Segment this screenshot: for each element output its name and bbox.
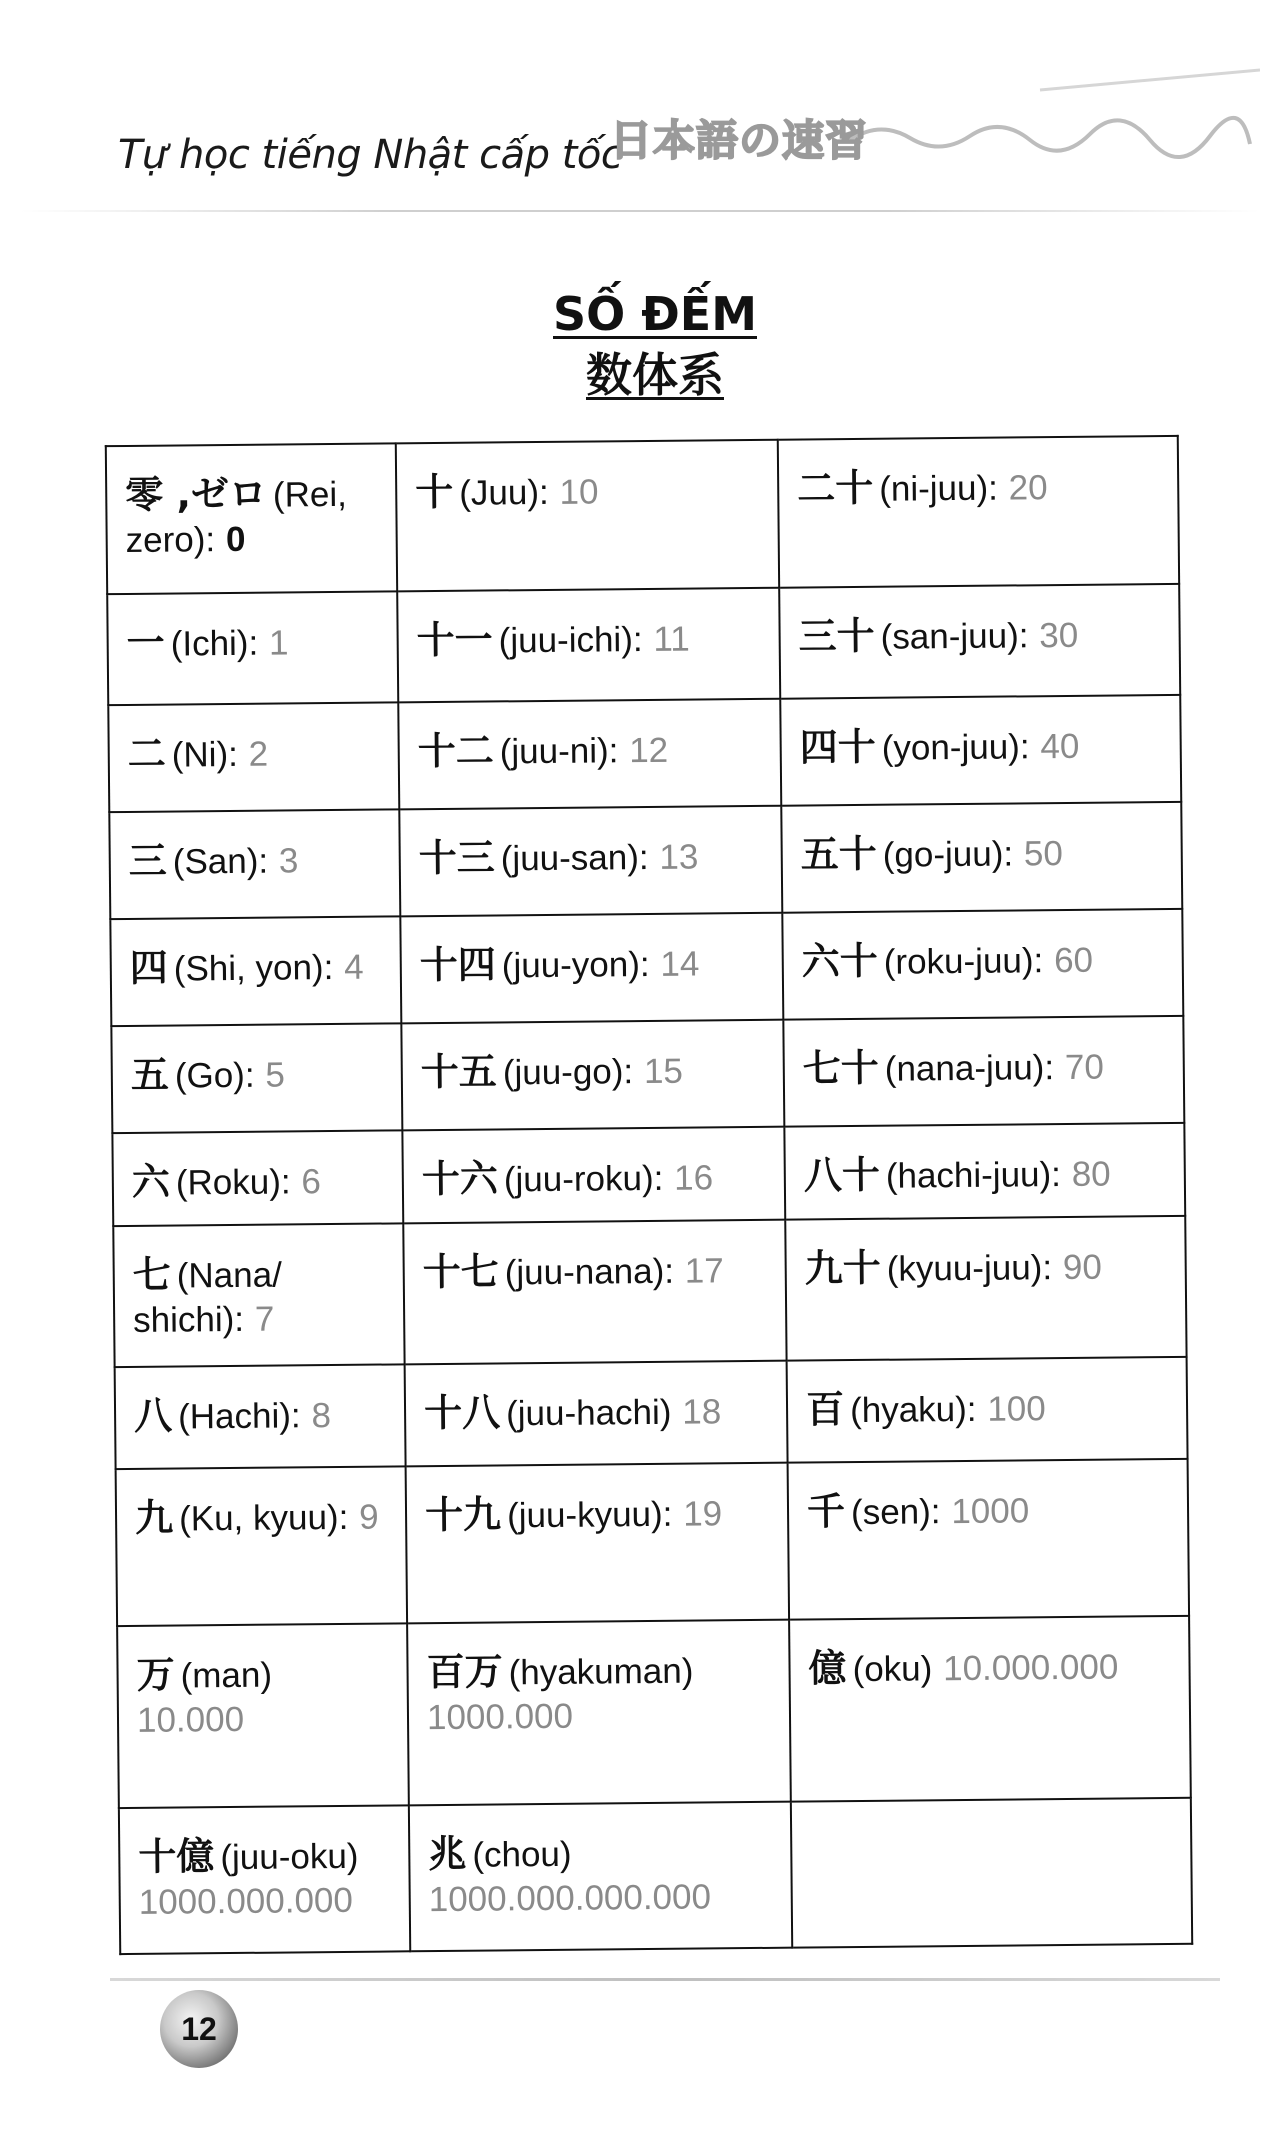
number-cell <box>782 909 1183 1020</box>
number-cell <box>397 588 780 702</box>
heading-japanese: 数体系 <box>586 348 724 402</box>
kanji-numeral: 十九 <box>424 1492 502 1538</box>
kanji-numeral: 十八 <box>423 1389 501 1435</box>
book-title-japanese: 日本語の速習 <box>610 116 869 165</box>
number-cell <box>401 1020 784 1131</box>
table-row <box>108 694 1181 811</box>
number-value: 1000.000 <box>426 1696 574 1738</box>
romaji-reading: (yon-juu): <box>881 726 1030 768</box>
kanji-numeral: 万 <box>136 1652 175 1698</box>
table-row <box>119 1798 1192 1954</box>
table-row <box>111 1016 1184 1133</box>
number-cell <box>780 694 1181 805</box>
romaji-reading: (kyuu-juu): <box>886 1248 1053 1289</box>
number-value: 30 <box>1039 616 1079 656</box>
romaji-reading: (chou) <box>472 1834 572 1875</box>
number-value: 100 <box>987 1388 1046 1429</box>
number-cell <box>788 1459 1189 1620</box>
wave-decoration-icon <box>840 60 1260 170</box>
table-row <box>116 1459 1189 1626</box>
table-row <box>107 584 1180 705</box>
number-cell <box>109 809 400 919</box>
kanji-numeral: 五十 <box>800 831 877 877</box>
number-value: 19 <box>683 1494 723 1535</box>
romaji-reading: (nana-juu): <box>884 1047 1055 1089</box>
romaji-reading: (Rei, zero): <box>125 474 348 560</box>
romaji-reading: (roku-juu): <box>883 940 1044 982</box>
romaji-reading: (hyakuman) <box>508 1651 694 1693</box>
number-cell <box>117 1624 409 1809</box>
page-header <box>0 0 1280 230</box>
romaji-reading: (juu-kyuu): <box>506 1495 673 1536</box>
number-cell <box>405 1360 788 1466</box>
number-value: 7 <box>254 1299 275 1339</box>
number-value: 1 <box>268 623 289 663</box>
number-value: 14 <box>660 944 700 984</box>
kanji-numeral: 八十 <box>803 1152 881 1198</box>
number-cell <box>400 912 783 1023</box>
number-value: 8 <box>311 1395 332 1435</box>
romaji-reading: (Hachi): <box>177 1395 301 1437</box>
number-cell <box>111 1023 402 1133</box>
romaji-reading: (Juu): <box>459 472 549 513</box>
section-heading <box>0 285 1280 407</box>
number-cell <box>781 801 1182 912</box>
kanji-numeral: 十五 <box>420 1049 498 1094</box>
number-value: 9 <box>358 1497 379 1538</box>
kanji-numeral: 六十 <box>801 938 878 984</box>
romaji-reading: (oku) <box>852 1649 933 1690</box>
kanji-numeral: 十 <box>415 469 454 515</box>
number-value: 40 <box>1040 726 1080 766</box>
number-cell <box>115 1364 406 1470</box>
table-row <box>113 1216 1186 1367</box>
kanji-numeral: 二十 <box>797 465 874 511</box>
number-value: 4 <box>343 947 364 987</box>
number-cell <box>106 443 397 594</box>
numbers-table-container <box>105 435 1191 1955</box>
kanji-numeral: 九十 <box>804 1245 881 1291</box>
romaji-reading: (Ku, kyuu): <box>178 1498 349 1539</box>
number-value: 10.000.000 <box>942 1647 1119 1689</box>
number-cell <box>778 436 1179 588</box>
kanji-numeral: 四十 <box>799 724 876 770</box>
romaji-reading: (Roku): <box>175 1162 291 1203</box>
number-value: 18 <box>682 1391 722 1432</box>
kanji-numeral: 十三 <box>418 835 495 880</box>
number-cell <box>406 1463 789 1624</box>
table-row <box>106 436 1179 594</box>
number-cell <box>409 1802 792 1952</box>
romaji-reading: (sen): <box>850 1492 941 1533</box>
kanji-numeral: 七 <box>132 1252 171 1297</box>
kanji-numeral: 三十 <box>798 614 875 659</box>
number-cell <box>787 1356 1188 1463</box>
number-cell <box>396 440 779 592</box>
romaji-reading: (juu-san): <box>500 837 649 879</box>
number-cell <box>783 1016 1184 1127</box>
number-cell <box>779 584 1180 698</box>
number-value: 3 <box>278 840 299 881</box>
number-value: 12 <box>629 730 669 770</box>
number-cell <box>785 1216 1186 1360</box>
romaji-reading: (Shi, yon): <box>173 947 334 989</box>
table-row <box>112 1123 1185 1226</box>
number-value: 70 <box>1064 1047 1105 1087</box>
kanji-numeral: 九 <box>134 1495 174 1541</box>
romaji-reading: (hyaku): <box>849 1389 977 1430</box>
heading-vietnamese: SỐ ĐẾM <box>553 287 757 341</box>
number-value: 50 <box>1023 833 1064 874</box>
number-cell <box>110 916 401 1026</box>
number-value: 17 <box>684 1251 724 1291</box>
kanji-numeral: 六 <box>131 1159 171 1204</box>
number-cell <box>784 1123 1185 1220</box>
number-cell <box>791 1798 1192 1948</box>
number-value: 10.000 <box>136 1700 245 1741</box>
table-row <box>117 1616 1191 1808</box>
number-value: 2 <box>248 734 269 774</box>
romaji-reading: (juu-oku) <box>220 1836 359 1878</box>
romaji-reading: (juu-ichi): <box>498 620 643 661</box>
kanji-numeral: 百 <box>805 1386 845 1432</box>
kanji-numeral: 四 <box>129 945 169 990</box>
number-cell <box>107 592 398 705</box>
kanji-numeral: 十億 <box>138 1834 215 1879</box>
kanji-numeral: 千 <box>806 1489 846 1534</box>
number-cell <box>399 805 782 916</box>
kanji-numeral: 八 <box>133 1393 173 1438</box>
number-value: 15 <box>643 1051 684 1091</box>
table-row <box>109 801 1182 918</box>
number-cell <box>398 698 781 809</box>
romaji-reading: (juu-hachi) <box>505 1392 672 1433</box>
romaji-reading: (Nana/ shichi): <box>132 1255 283 1340</box>
kanji-numeral: 百万 <box>426 1649 503 1695</box>
kanji-numeral: 一 <box>126 620 165 666</box>
romaji-reading: (juu-yon): <box>501 944 650 986</box>
romaji-reading: (San): <box>172 841 269 882</box>
kanji-numeral: 二 <box>127 731 166 776</box>
number-value: 90 <box>1062 1247 1102 1287</box>
page-number-badge: 12 <box>160 1990 238 2068</box>
kanji-numeral: 五 <box>130 1052 170 1097</box>
romaji-reading: (man) <box>180 1655 273 1696</box>
number-value: 1000 <box>951 1491 1030 1532</box>
number-cell <box>402 1127 785 1224</box>
number-cell <box>113 1223 404 1366</box>
number-value: 16 <box>673 1158 714 1198</box>
book-title: Tự học tiếng Nhật cấp tốc <box>118 132 623 178</box>
kanji-numeral: 十四 <box>419 942 497 987</box>
kanji-numeral: 零 ,ゼロ <box>125 471 268 517</box>
number-value: 1000.000.000 <box>138 1880 354 1922</box>
number-cell <box>789 1616 1191 1802</box>
romaji-reading: (juu-ni): <box>499 730 619 771</box>
number-cell <box>112 1130 403 1226</box>
number-cell <box>119 1805 410 1954</box>
header-divider <box>20 210 1260 212</box>
number-value: 5 <box>265 1055 286 1095</box>
romaji-reading: (Ichi): <box>170 623 259 664</box>
number-value: 10 <box>559 472 599 512</box>
number-value: 0 <box>225 519 246 560</box>
kanji-numeral: 十一 <box>416 617 493 663</box>
number-cell <box>108 702 399 812</box>
romaji-reading: (juu-go): <box>502 1051 634 1093</box>
number-cell <box>116 1467 407 1627</box>
number-value: 13 <box>659 837 699 877</box>
number-cell <box>407 1620 791 1805</box>
romaji-reading: (hachi-juu): <box>885 1154 1062 1196</box>
kanji-numeral: 十二 <box>417 727 494 773</box>
romaji-reading: (Go): <box>174 1055 255 1096</box>
romaji-reading: (ni-juu): <box>879 468 999 509</box>
romaji-reading: (san-juu): <box>880 616 1029 657</box>
kanji-numeral: 十七 <box>422 1249 499 1295</box>
table-row <box>115 1356 1188 1469</box>
kanji-numeral: 億 <box>808 1646 847 1691</box>
number-value: 6 <box>301 1162 322 1202</box>
romaji-reading: (juu-nana): <box>504 1251 675 1293</box>
kanji-numeral: 七十 <box>802 1045 880 1091</box>
number-value: 60 <box>1053 940 1094 980</box>
kanji-numeral: 十六 <box>421 1156 499 1202</box>
romaji-reading: (juu-roku): <box>503 1158 664 1200</box>
kanji-numeral: 三 <box>128 838 167 883</box>
romaji-reading: (Ni): <box>171 734 239 775</box>
footer-divider <box>110 1978 1220 1981</box>
number-value: 80 <box>1071 1154 1111 1194</box>
romaji-reading: (go-juu): <box>882 834 1014 875</box>
number-value: 20 <box>1008 468 1048 508</box>
number-value: 11 <box>653 619 690 660</box>
numbers-table <box>105 435 1193 1955</box>
table-row <box>110 909 1183 1026</box>
number-cell <box>403 1220 786 1364</box>
number-value: 1000.000.000.000 <box>428 1877 712 1920</box>
kanji-numeral: 兆 <box>428 1831 467 1877</box>
